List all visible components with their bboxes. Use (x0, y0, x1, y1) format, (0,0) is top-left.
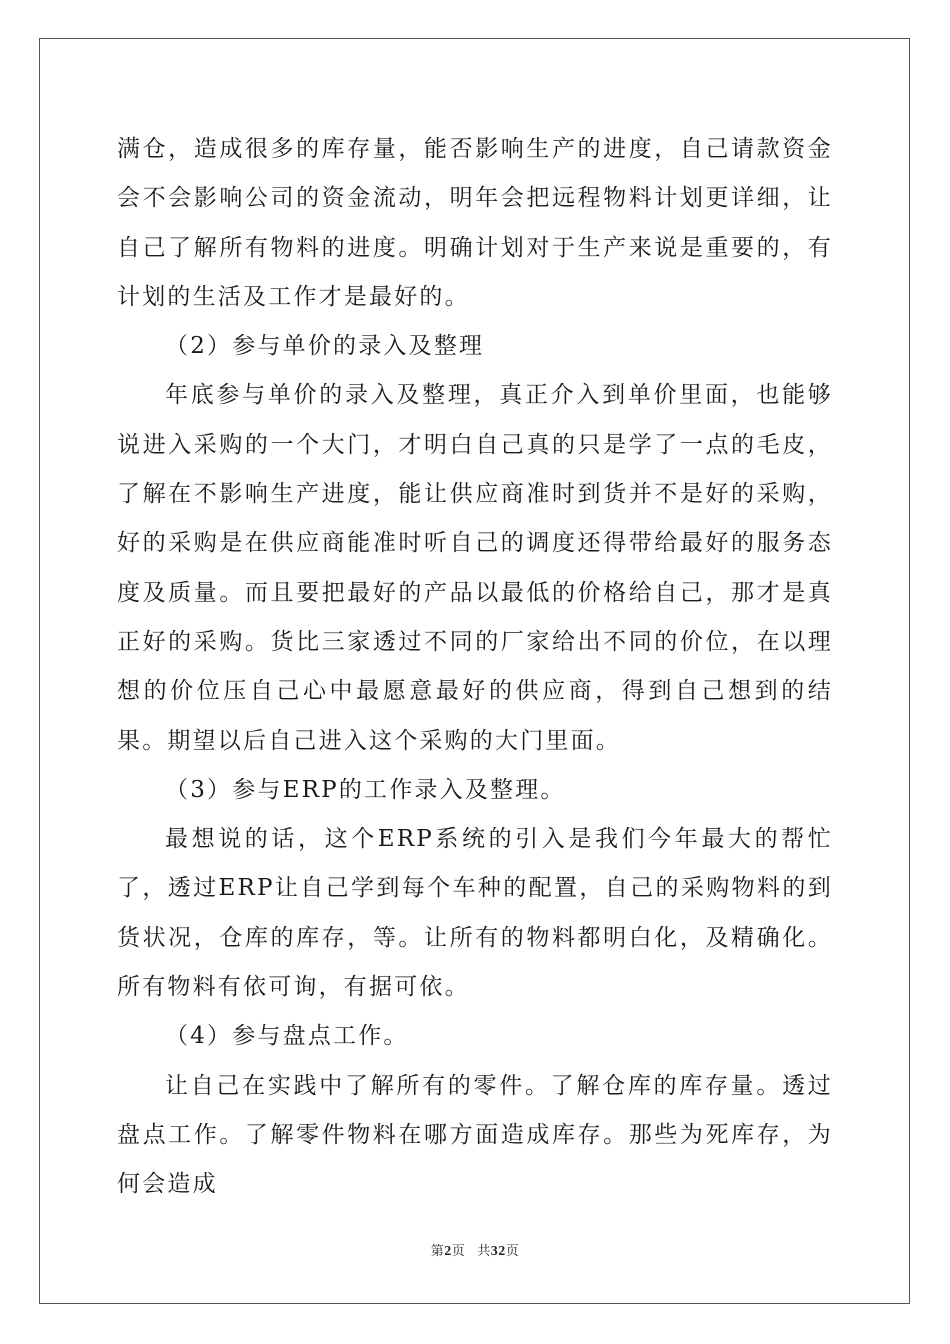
page-number: 2 (444, 1244, 452, 1259)
page-prefix: 第 (430, 1244, 445, 1259)
section-heading-4: （4）参与盘点工作。 (165, 1023, 409, 1050)
document-body (117, 125, 833, 1210)
section-heading-3: （3）参与ERP的工作录入及整理。 (165, 776, 566, 803)
total-pages: 32 (490, 1244, 506, 1259)
paragraph-3: 最想说的话，这个ERP系统的引入是我们今年最大的帮忙了，透过ERP让自己学到每个车种的配置，自己的采购物料的到货状况，仓库的库存，等。让所有的物料都明白化，及精确化。所有物料有依可询，有据可依。 (117, 826, 833, 1001)
paragraph-4: 让自己在实践中了解所有的零件。了解仓库的库存量。透过盘点工作。了解零件物料在哪方面造成库存。那些为死库存，为何会造成 (117, 1072, 833, 1198)
total-suffix: 页 (505, 1244, 520, 1259)
paragraph-1: 满仓，造成很多的库存量，能否影响生产的进度，自己请款资金会不会影响公司的资金流动，明年会把远程物料计划更详细，让自己了解所有物料的进度。明确计划对于生产来说是重要的，有计划的生活及工作才是最好的。 (117, 136, 833, 310)
total-prefix: 共 (477, 1244, 491, 1259)
page-suffix: 页 (451, 1244, 466, 1259)
section-heading-2: （2）参与单价的录入及整理 (165, 333, 485, 360)
paragraph-2: 年底参与单价的录入及整理，真正介入到单价里面，也能够说进入采购的一个大门，才明白自己真的只是学了一点的毛皮，了解在不影响生产进度，能让供应商准时到货并不是好的采购，好的采购是在供应商能准时听自己的调度还得带给最好的服务态度及质量。而且要把最好的产品以最低的价格给自己，那才是真正好的采购。货比三家透过不同的厂家给出不同的价位，在以理想的价位压自己心中最愿意最好的供应商，得到自己想到的结果。期望以后自己进入这个采购的大门里面。 (117, 382, 833, 754)
page-footer (0, 1243, 950, 1261)
